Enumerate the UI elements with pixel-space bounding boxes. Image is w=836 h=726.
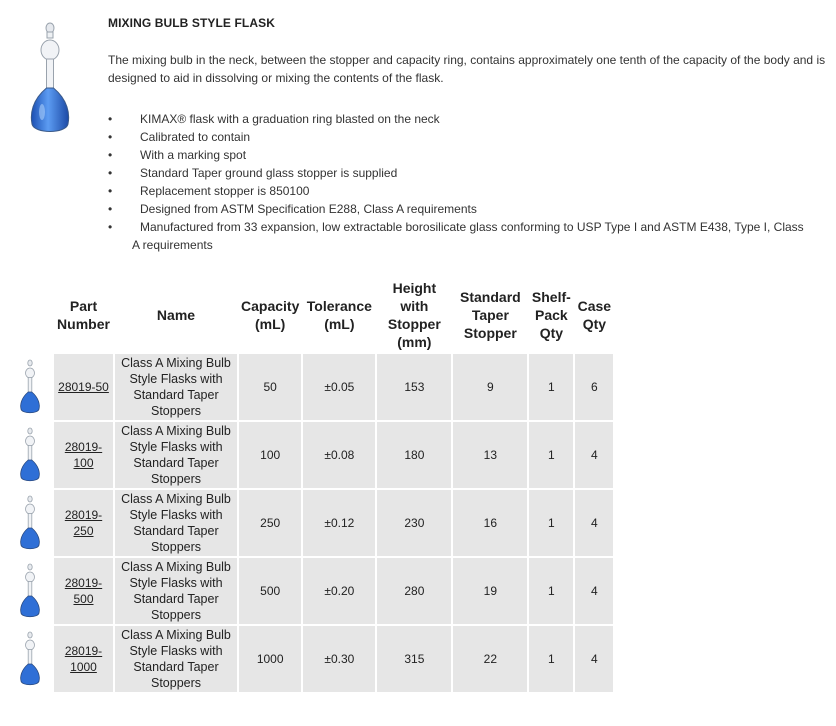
name-cell: Class A Mixing Bulb Style Flasks with Standard Taper Stoppers	[115, 422, 237, 488]
feature-list	[108, 110, 820, 254]
part-number-cell	[54, 354, 113, 420]
standard-taper-cell: 19	[453, 558, 527, 624]
shelf-pack-cell: 1	[529, 354, 573, 420]
case-qty-cell: 4	[575, 626, 613, 692]
case-qty-cell: 4	[575, 490, 613, 556]
tolerance-cell: ±0.12	[303, 490, 375, 556]
flask-thumbnail-icon	[19, 427, 41, 483]
shelf-pack-cell: 1	[529, 490, 573, 556]
part-number-link[interactable]: 28019- 250	[64, 508, 103, 538]
header-standard-taper: Standard Taper Stopper	[460, 289, 521, 341]
row-thumbnail	[8, 422, 52, 488]
capacity-cell: 500	[239, 558, 301, 624]
flask-thumbnail-icon	[19, 359, 41, 415]
bullet-icon: •	[108, 166, 113, 180]
table-row	[8, 422, 613, 488]
header-case-qty: Case Qty	[577, 298, 612, 332]
header-image	[8, 278, 52, 352]
header-height: Height with Stopper (mm)	[387, 280, 441, 350]
feature-item: • With a marking spot	[108, 148, 247, 162]
capacity-cell: 1000	[239, 626, 301, 692]
height-cell: 180	[377, 422, 451, 488]
feature-item: • Standard Taper ground glass stopper is supplied	[108, 166, 398, 180]
part-number-cell	[54, 490, 113, 556]
height-cell: 153	[377, 354, 451, 420]
feature-item: • Replacement stopper is 850100	[108, 184, 310, 198]
bullet-icon: •	[108, 148, 113, 162]
bullet-icon: •	[108, 130, 113, 144]
part-number-link[interactable]: 28019-50	[58, 380, 109, 394]
header-shelf-pack: Shelf- Pack Qty	[531, 289, 571, 341]
part-number-link[interactable]: 28019- 100	[64, 440, 103, 470]
row-thumbnail	[8, 490, 52, 556]
case-qty-cell: 4	[575, 558, 613, 624]
standard-taper-cell: 16	[453, 490, 527, 556]
header-name: Name	[156, 307, 196, 323]
height-cell: 315	[377, 626, 451, 692]
bullet-icon: •	[108, 112, 113, 126]
part-number-link[interactable]: 28019- 1000	[64, 644, 103, 674]
height-cell: 280	[377, 558, 451, 624]
capacity-cell: 250	[239, 490, 301, 556]
flask-thumbnail-icon	[19, 631, 41, 687]
part-number-cell	[54, 422, 113, 488]
header-capacity: Capacity (mL)	[241, 298, 300, 332]
flask-product-image	[28, 22, 72, 138]
standard-taper-cell: 9	[453, 354, 527, 420]
shelf-pack-cell: 1	[529, 422, 573, 488]
flask-thumbnail-icon	[19, 563, 41, 619]
part-number-link[interactable]: 28019- 500	[64, 576, 103, 606]
row-thumbnail	[8, 558, 52, 624]
table-header-row	[8, 278, 613, 352]
bullet-icon: •	[108, 220, 113, 234]
case-qty-cell: 4	[575, 422, 613, 488]
name-cell: Class A Mixing Bulb Style Flasks with Standard Taper Stoppers	[115, 354, 237, 420]
section-description: The mixing bulb in the neck, between the stopper and capacity ring, contains approximately one tenth of the capacity of the body and is designed to aid in dissolving or mixing the contents of the flask.	[108, 53, 826, 85]
header-part-number: Part Number	[57, 298, 110, 332]
shelf-pack-cell: 1	[529, 626, 573, 692]
case-qty-cell: 6	[575, 354, 613, 420]
row-thumbnail	[8, 626, 52, 692]
standard-taper-cell: 13	[453, 422, 527, 488]
name-cell: Class A Mixing Bulb Style Flasks with Standard Taper Stoppers	[115, 558, 237, 624]
capacity-cell: 100	[239, 422, 301, 488]
product-table	[6, 276, 615, 694]
row-thumbnail	[8, 354, 52, 420]
intro-section	[108, 16, 826, 87]
table-row	[8, 626, 613, 692]
shelf-pack-cell: 1	[529, 558, 573, 624]
table-row	[8, 490, 613, 556]
feature-item: • Designed from ASTM Specification E288, Class A requirements	[108, 202, 477, 216]
capacity-cell: 50	[239, 354, 301, 420]
table-row	[8, 354, 613, 420]
height-cell: 230	[377, 490, 451, 556]
header-tolerance: Tolerance (mL)	[306, 298, 372, 332]
name-cell: Class A Mixing Bulb Style Flasks with Standard Taper Stoppers	[115, 626, 237, 692]
standard-taper-cell: 22	[453, 626, 527, 692]
feature-item: • Calibrated to contain	[108, 130, 251, 144]
tolerance-cell: ±0.08	[303, 422, 375, 488]
tolerance-cell: ±0.20	[303, 558, 375, 624]
part-number-cell	[54, 626, 113, 692]
feature-item: • KIMAX® flask with a graduation ring blasted on the neck	[108, 112, 440, 126]
bullet-icon: •	[108, 202, 113, 216]
table-row	[8, 558, 613, 624]
tolerance-cell: ±0.05	[303, 354, 375, 420]
tolerance-cell: ±0.30	[303, 626, 375, 692]
section-title: MIXING BULB STYLE FLASK	[108, 16, 275, 30]
feature-item: • Manufactured from 33 expansion, low extractable borosilicate glass conforming to USP Type I and ASTM E438, Type I, Class A requirements	[108, 220, 804, 252]
flask-thumbnail-icon	[19, 495, 41, 551]
name-cell: Class A Mixing Bulb Style Flasks with Standard Taper Stoppers	[115, 490, 237, 556]
bullet-icon: •	[108, 184, 113, 198]
part-number-cell	[54, 558, 113, 624]
